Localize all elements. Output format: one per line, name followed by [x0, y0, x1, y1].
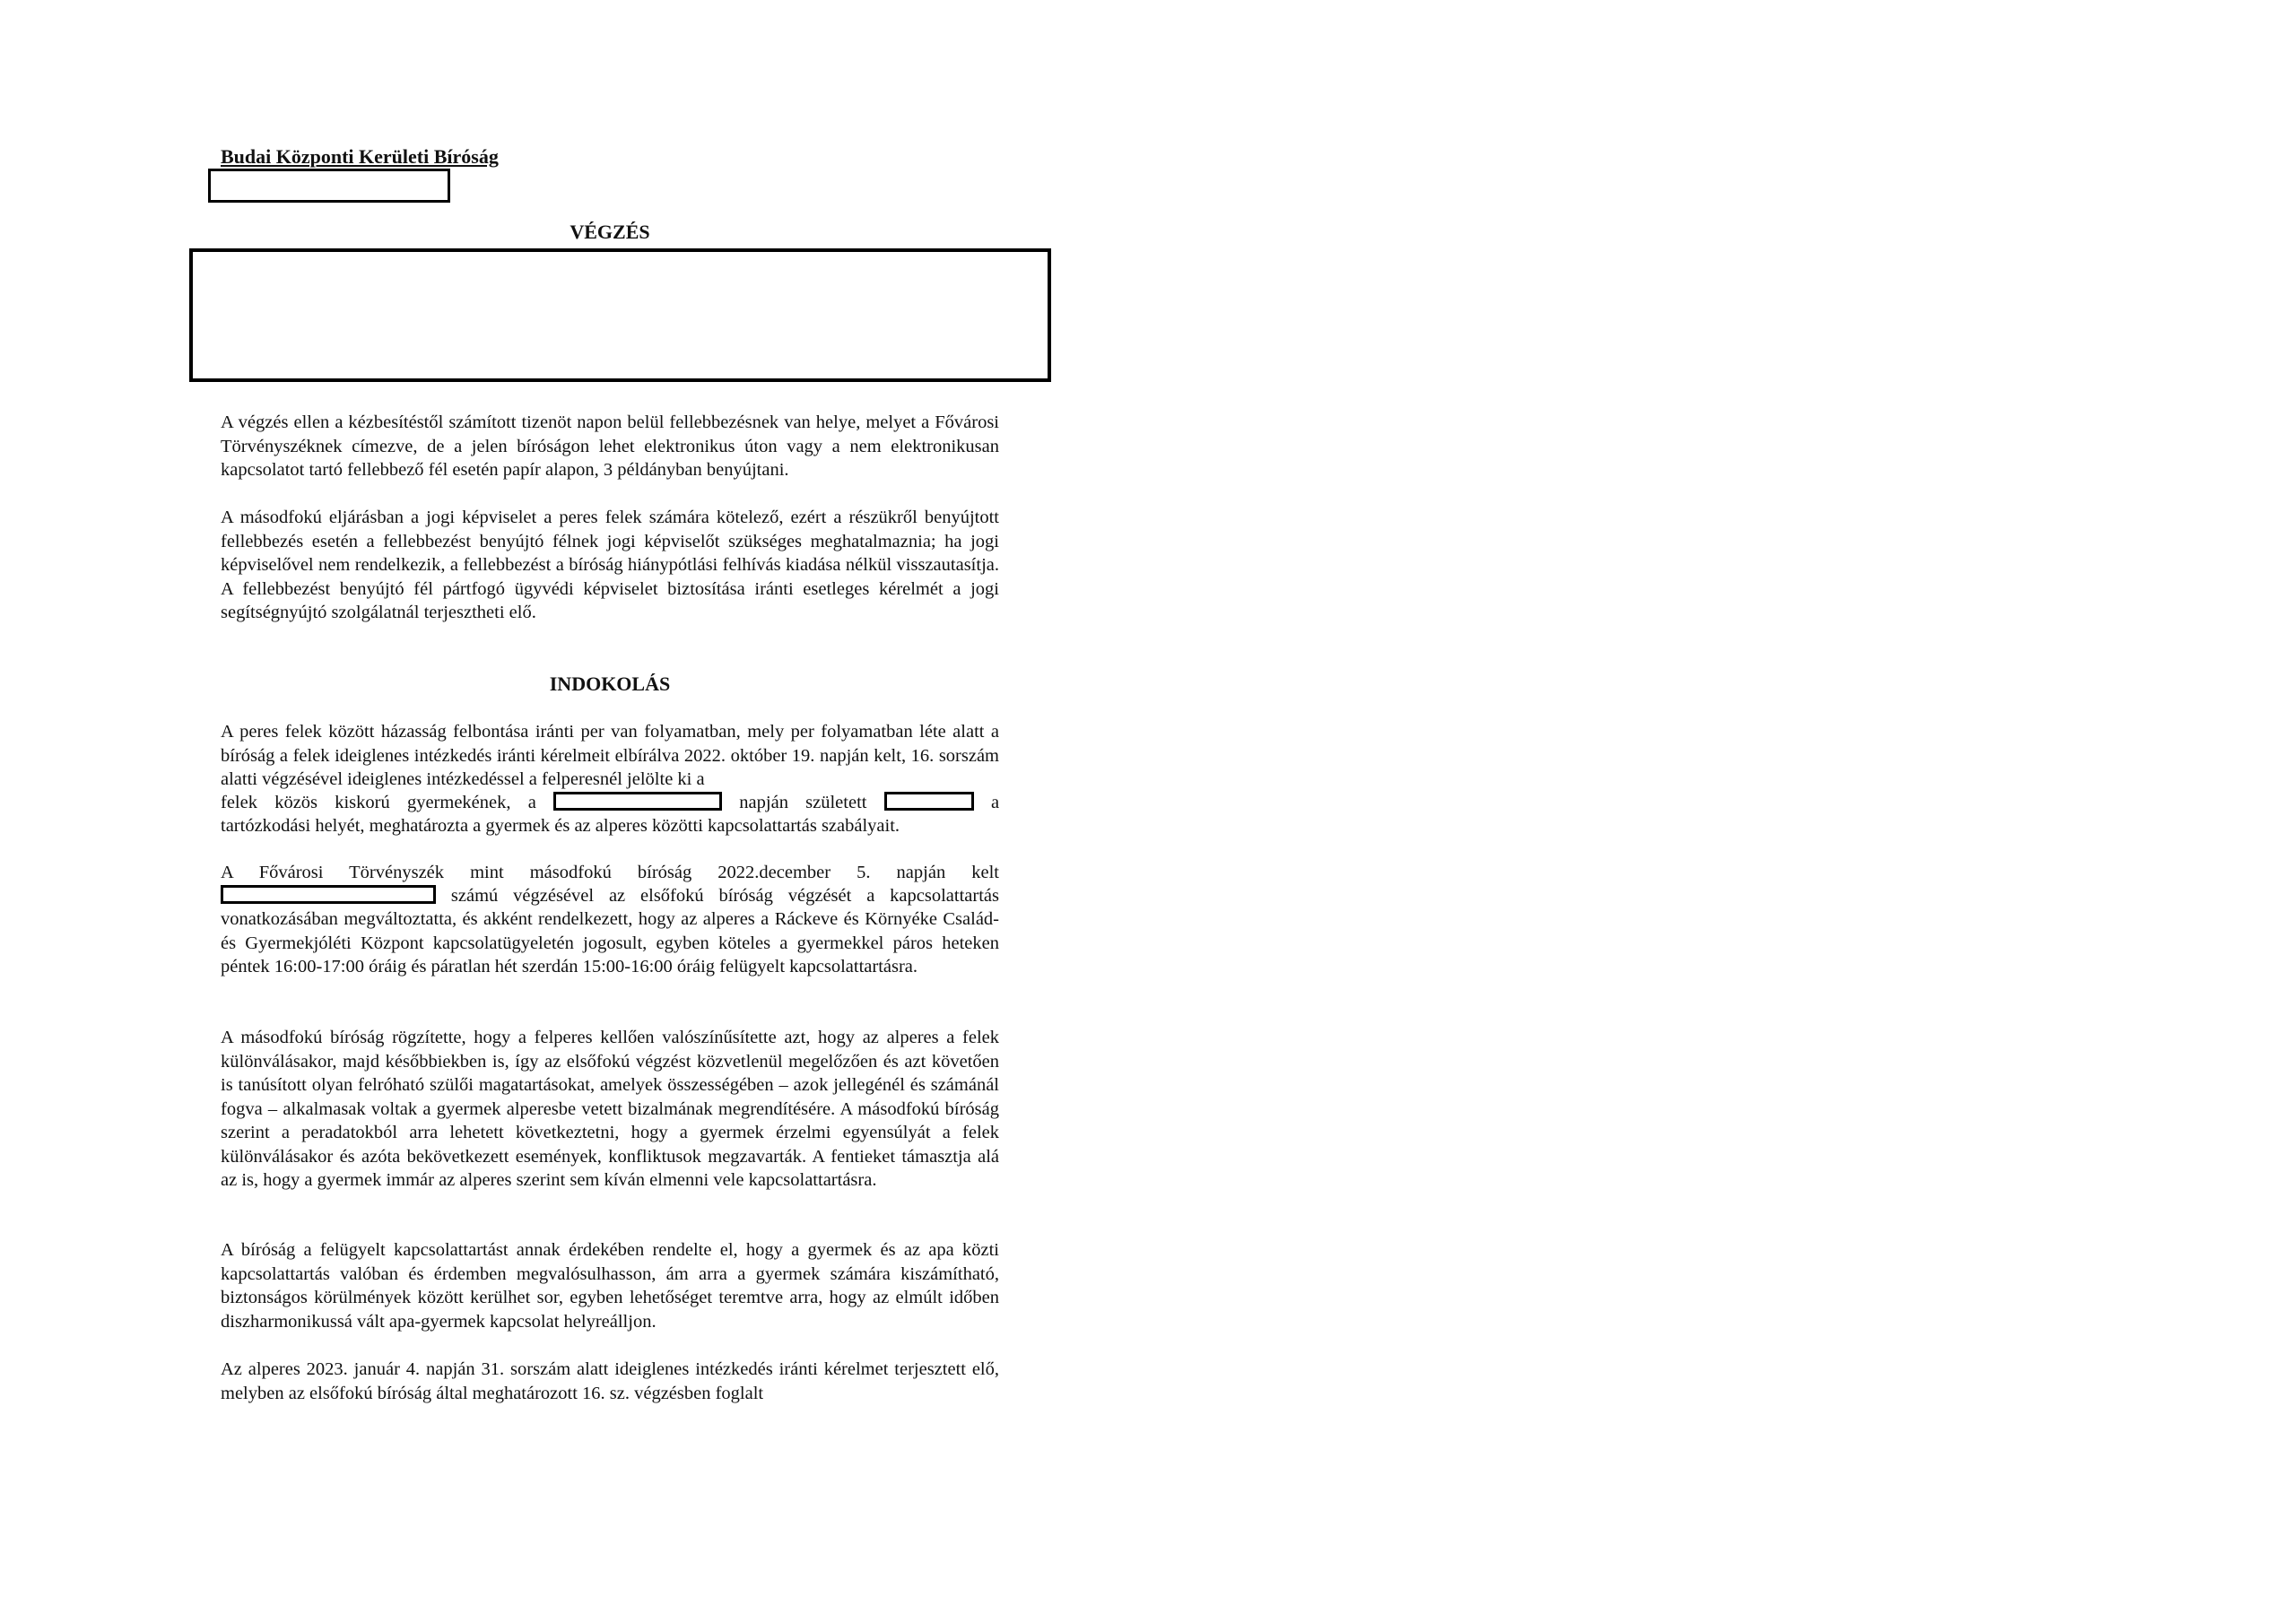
text-segment: a [990, 793, 1000, 812]
reasoning-paragraph-3: A másodfokú bíróság rögzítette, hogy a felperes kellően valószínűsítette azt, hogy az alperes a felek különválásakor, majd későbbiekben is, így az elsőfokú végzést közvetlenül megelőzően és azt követően is tanúsított olyan felróható szülői magatartásokat, amelyek összességében – azok jellegénél és számánál fogva – alkalmasak voltak a gyermek alperesbe vetett bizalmának megrendítésére. A másodfokú bíróság szerint a peradatokból arra lehetett következtetni, hogy a gyermek érzelmi egyensúlyát a felek különválásakor és azóta bekövetkezett események, konfliktusok megzavarták. A fentieket támasztja alá az is, hogy a gyermek immár az alperes szerint sem kíván elmenni vele kapcsolattartásra. [221, 1028, 999, 1190]
reasoning-paragraph-1-redacted-line [221, 791, 999, 815]
redaction-box-appeal-case-number [221, 885, 436, 904]
redaction-box-case-number [208, 169, 450, 203]
redaction-box-child-birth [884, 792, 974, 811]
appeal-notice-paragraph: A végzés ellen a kézbesítéstől számított tizenöt napon belül fellebbezésnek van helye, melyet a Fővárosi Törvényszéknek címezve, de a jelen bíróságon lehet elektronikus úton vagy a nem elektronikusan kapcsolatot tartó fellebbező fél esetén papír alapon, 3 példányban benyújtani. [221, 412, 999, 480]
court-name: Budai Központi Kerületi Bíróság [221, 145, 499, 168]
text-segment: felek közös kiskorú gyermekének, a [221, 793, 536, 812]
redaction-box-operative-part [189, 248, 1051, 382]
reasoning-paragraph-2-first-line: A Fővárosi Törvényszék mint másodfokú bíróság 2022.december 5. napján kelt [221, 863, 999, 882]
reasoning-paragraph-5: Az alperes 2023. január 4. napján 31. sorszám alatt ideiglenes intézkedés iránti kérelmet terjesztett elő, melyben az elsőfokú bíróság által meghatározott 16. sz. végzésben foglalt [221, 1359, 999, 1403]
reasoning-title: INDOKOLÁS [549, 673, 671, 695]
document-title: VÉGZÉS [570, 221, 650, 243]
reasoning-paragraph-4: A bíróság a felügyelt kapcsolattartást annak érdekében rendelte el, hogy a gyermek és az apa közti kapcsolattartás valóban és érdemben megvalósulhasson, ám arra a gyermek számára kiszámítható, biztonságos körülmények között kerülhet sor, egyben lehetőséget teremtve arra, hogy az elmúlt időben diszharmonikussá vált apa-gyermek kapcsolat helyreálljon. [221, 1240, 999, 1332]
reasoning-paragraph-2-rest: vonatkozásában megváltoztatta, és akként rendelkezett, hogy az alperes a Ráckeve és Környéke Család- és Gyermekjóléti Központ kapcsolatügyeletén jogosult, egyben köteles a gyermekkel páros heteken péntek 16:00-17:00 óráig és páratlan hét szerdán 15:00-16:00 óráig felügyelt kapcsolattartásra. [221, 909, 999, 976]
reasoning-paragraph-1: A peres felek között házasság felbontása iránti per van folyamatban, mely per folyamatban léte alatt a bíróság a felek ideiglenes intézkedés iránti kérelmeit elbírálva 2022. október 19. napján kelt, 16. sorszám alatti végzésével ideiglenes intézkedéssel a felperesnél jelölte ki a [221, 722, 999, 789]
reasoning-paragraph-1-end: tartózkodási helyét, meghatározta a gyermek és az alperes közötti kapcsolattartás szabályait. [221, 816, 900, 836]
text-segment: napján született [739, 793, 867, 812]
redaction-box-child-name [553, 792, 722, 811]
reasoning-paragraph-2-redacted-line [221, 884, 999, 908]
text-segment: számú végzésével az elsőfokú bíróság végzését a kapcsolattartás [450, 886, 999, 906]
legal-representation-paragraph: A másodfokú eljárásban a jogi képviselet a peres felek számára kötelező, ezért a részükről benyújtott fellebbezés esetén a fellebbezést benyújtó félnek jogi képviselőt szükséges meghatalmaznia; ha jogi képviselővel nem rendelkezik, a fellebbezést a bíróság hiánypótlási felhívás kiadása nélkül visszautasítja. A fellebbezést benyújtó fél pártfogó ügyvédi képviselet biztosítása iránti esetleges kérelmét a jogi segítségnyújtó szolgálatnál terjesztheti elő. [221, 508, 999, 622]
